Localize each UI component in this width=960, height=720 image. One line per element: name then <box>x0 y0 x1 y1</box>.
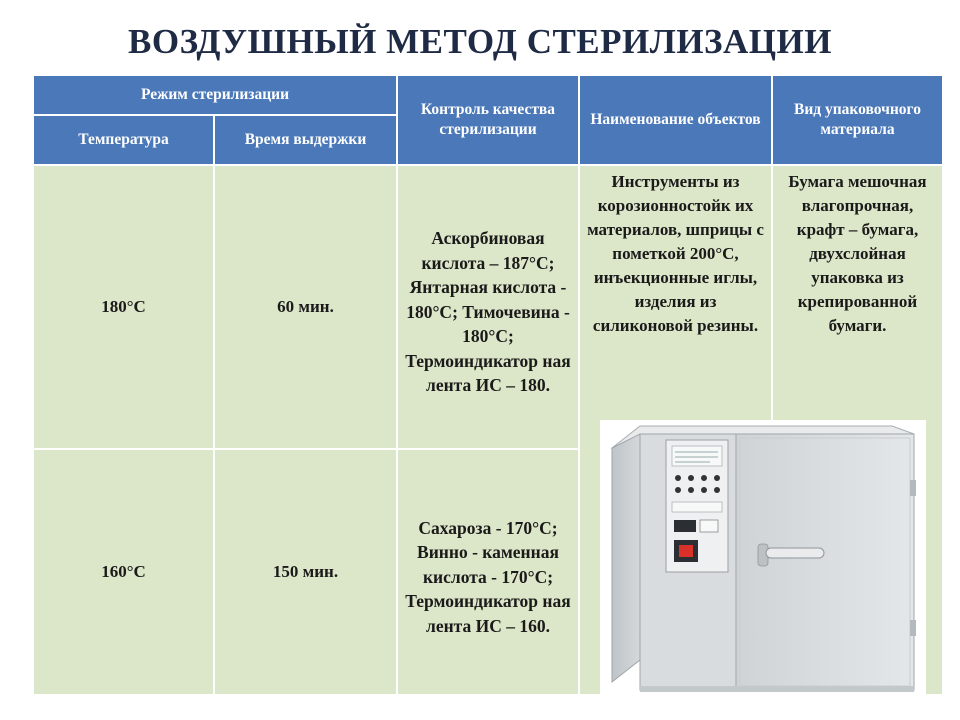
packaging-cell: Бумага мешочная влагопрочная, крафт – бумага, двухслойная упаковка из крепированной бумаги. <box>772 165 943 695</box>
header-mode: Режим стерилизации <box>33 75 397 115</box>
row-2-time: 150 мин. <box>214 449 397 695</box>
row-2-temperature: 160°С <box>33 449 214 695</box>
page-title: ВОЗДУШНЫЙ МЕТОД СТЕРИЛИЗАЦИИ <box>128 22 832 61</box>
header-temperature: Температура <box>33 115 214 165</box>
sterilizer-photo <box>600 420 926 696</box>
sterilizer-cabinet-icon <box>600 420 926 696</box>
header-packaging: Вид упаковочного материала <box>772 75 943 165</box>
header-control: Контроль качества стерилизации <box>397 75 579 165</box>
header-time: Время выдержки <box>214 115 397 165</box>
row-1-temperature: 180°С <box>33 165 214 449</box>
row-2-control: Сахароза - 170°С; Винно - каменная кислота - 170°С; Термоиндикатор ная лента ИС – 160. <box>397 449 579 695</box>
row-1-time: 60 мин. <box>214 165 397 449</box>
objects-cell: Инструменты из корозионностойк их материалов, шприцы с пометкой 200°С, инъекционные иглы, изделия из силиконовой резины. <box>579 165 772 695</box>
row-1-control: Аскорбиновая кислота – 187°С; Янтарная кислота - 180°С; Тимочевина - 180°С; Термоиндикатор ная лента ИС – 180. <box>397 165 579 449</box>
header-objects: Наименование объектов <box>579 75 772 165</box>
